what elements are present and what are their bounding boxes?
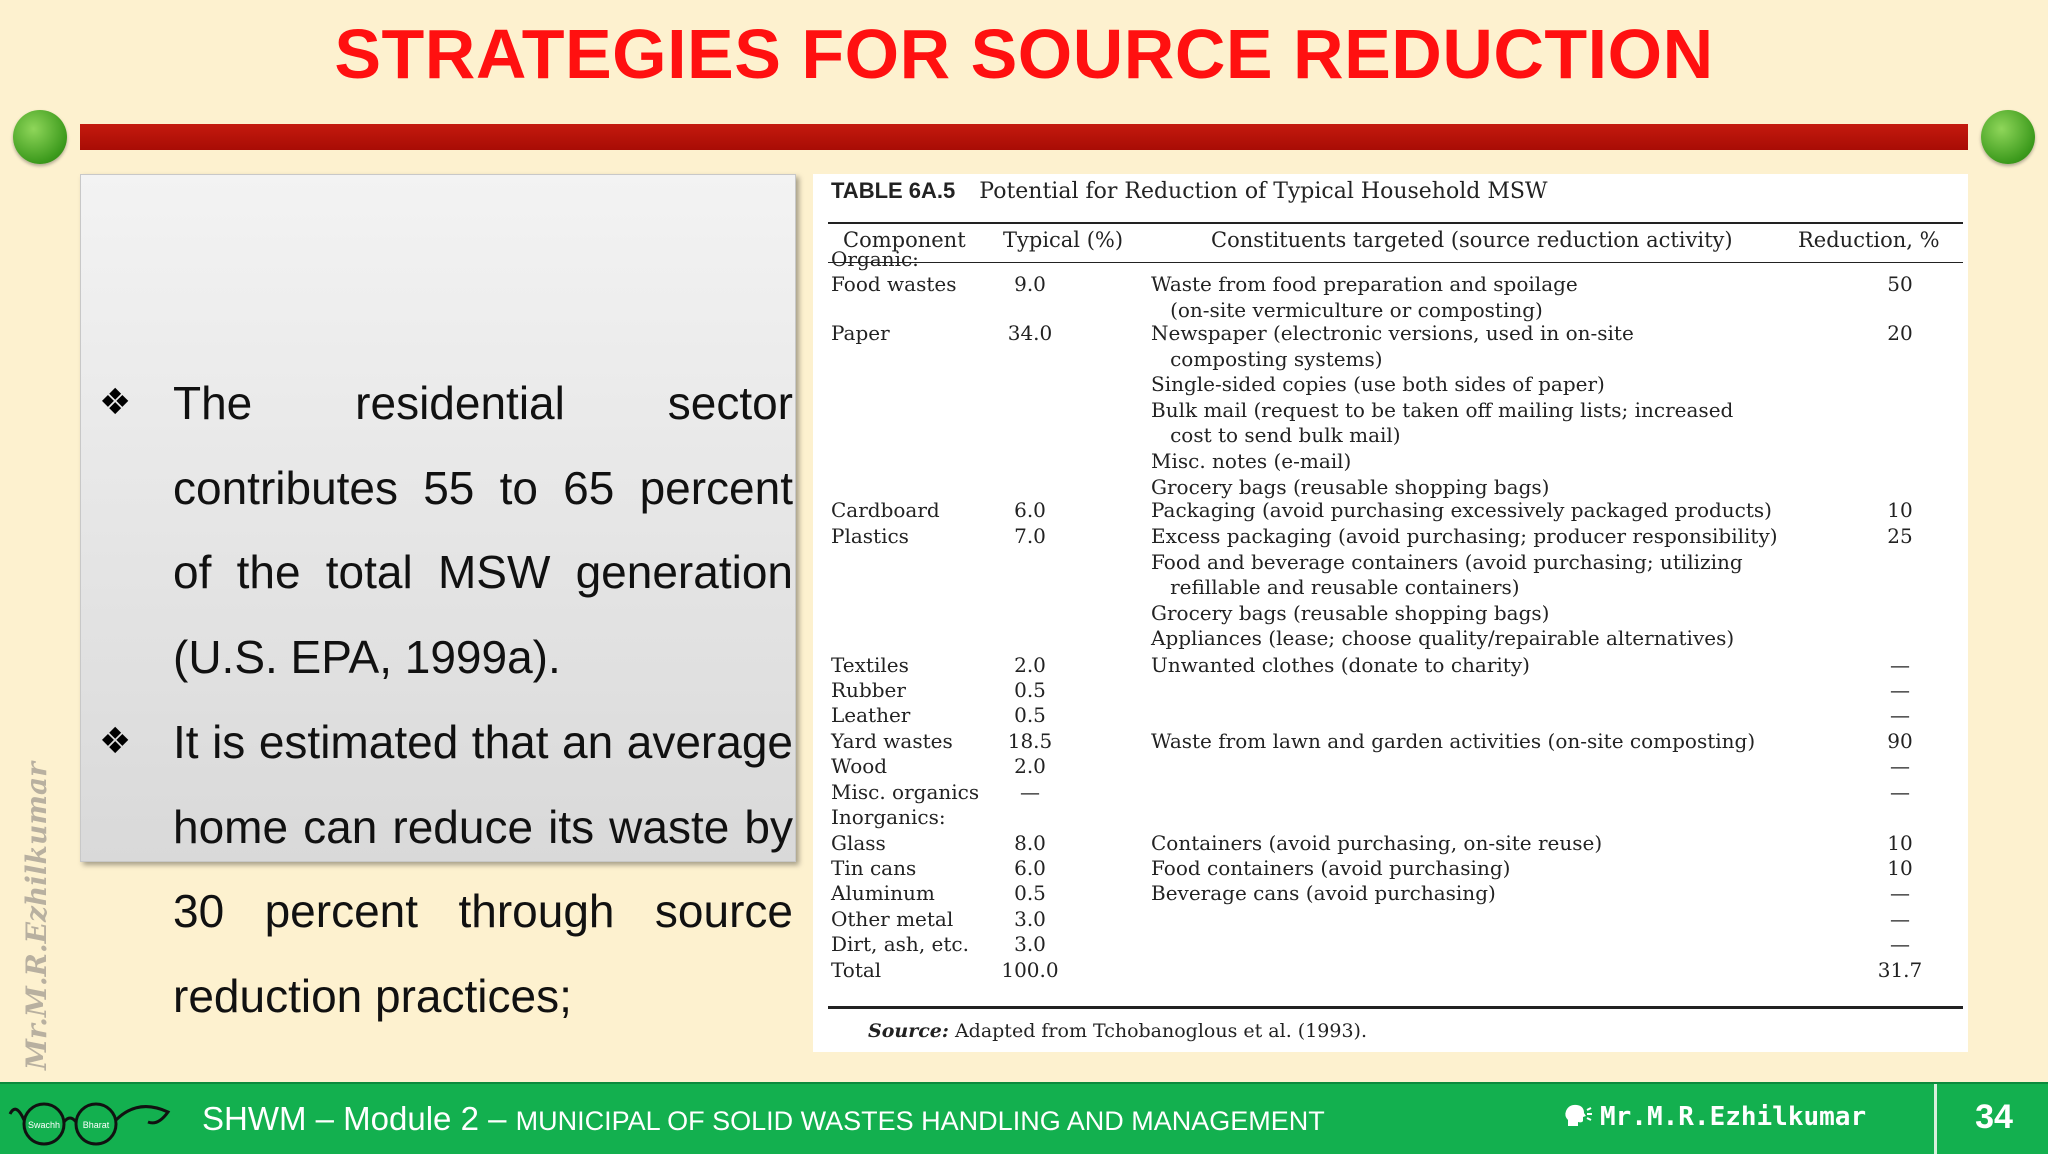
table-cell-typical: 2.0 [1014,754,1046,778]
table-cell-typical: 100.0 [1001,958,1059,982]
table-cell-component: Total [831,958,882,982]
footer-course: SHWM – Module 2 – [202,1100,516,1137]
footer-author [1564,1102,1866,1132]
table-cell-component: Rubber [831,678,906,702]
author-name: Mr.M.R.Ezhilkumar [1600,1102,1867,1132]
table-cell-typical: 2.0 [1014,653,1046,677]
footer-divider [1934,1084,1937,1154]
table-cell-typical: 3.0 [1014,907,1046,931]
table-cell-reduction: 10 [1887,831,1913,855]
table-cell-reduction: 10 [1887,856,1913,880]
table-cell-constituent: refillable and reusable containers) [1151,575,1520,600]
table-cell-component: Inorganics: [831,805,946,829]
table-cell-reduction: 10 [1887,498,1913,522]
table-cell-reduction: — [1890,754,1910,778]
header-constituents: Constituents targeted (source reduction activity) [1211,228,1733,252]
table-cell-reduction: 90 [1887,729,1913,753]
header-typical: Typical (%) [1003,228,1124,252]
table-source [868,1020,1367,1042]
logo-word-left: Swachh [27,1120,61,1130]
table-cell-constituent: (on-site vermiculture or composting) [1151,297,1543,322]
table-cell-typical: 18.5 [1007,729,1053,753]
table-cell-constituent: Unwanted clothes (donate to charity) [1151,653,1530,677]
table-cell-constituent: Food containers (avoid purchasing) [1151,856,1511,880]
table-cell-reduction: — [1890,907,1910,931]
source-text: Adapted from Tchobanoglous et al. (1993). [954,1020,1368,1042]
table-cell-reduction: — [1890,678,1910,702]
table-cell-component: Glass [831,831,886,855]
table-cell-typical: 0.5 [1014,703,1046,727]
table-cell-component: Textiles [831,653,909,677]
swachh-bharat-glasses-logo [8,1092,176,1148]
table-cell-reduction: — [1890,653,1910,677]
table-cell-constituent: Newspaper (electronic versions, used in on-site [1151,321,1634,345]
author-watermark: Mr.M.R.Ezhilkumar [20,762,53,1070]
green-dot-left [13,110,67,164]
table-cell-constituent: Food and beverage containers (avoid purchasing; utilizing [1151,549,1743,574]
table-cell-constituent: Bulk mail (request to be taken off mailing lists; increased [1151,397,1734,422]
table-cell-typical: 8.0 [1014,831,1046,855]
bullet-panel [80,174,796,1022]
header-component: Component [843,228,966,252]
table-cell-typical: 7.0 [1014,524,1046,548]
table-cell-reduction: — [1890,881,1910,905]
table-cell-typical: 0.5 [1014,881,1046,905]
table-cell-component: Wood [831,754,888,778]
table-cell-constituent: Appliances (lease; choose quality/repairable alternatives) [1151,626,1735,651]
table-cell-constituent: cost to send bulk mail) [1151,423,1401,448]
table-cell-reduction: 20 [1887,321,1913,345]
header-reduction: Reduction, % [1798,228,1940,252]
table-title: Potential for Reduction of Typical Household MSW [979,179,1548,204]
table-cell-typical: 9.0 [1014,272,1046,296]
table-cell-reduction: 25 [1887,524,1913,548]
diamond-bullet-icon: ❖ [99,721,132,762]
footer-bar [0,1082,2048,1154]
bullet-item [99,700,793,1038]
table-cell-constituent: composting systems) [1151,346,1383,371]
table-cell-component: Other metal [831,907,954,931]
title-underline-bar [80,124,1968,150]
table-cell-typical: 6.0 [1014,498,1046,522]
table-cell-component: Yard wastes [831,729,953,753]
table-cell-reduction: — [1890,703,1910,727]
table-cell-reduction: — [1890,780,1910,804]
green-dot-right [1981,110,2035,164]
table-cell-constituent: Beverage cans (avoid purchasing) [1151,881,1496,905]
table-cell-constituent: Containers (avoid purchasing, on-site reuse) [1151,831,1603,855]
table-cell-component: Plastics [831,524,909,548]
source-label: Source: [868,1020,949,1042]
table-cell-constituent: Single-sided copies (use both sides of paper) [1151,372,1605,397]
table-cell-constituent: Grocery bags (reusable shopping bags) [1151,474,1550,499]
table-cell-typical: 3.0 [1014,932,1046,956]
table-cell-component: Aluminum [831,881,935,905]
reduction-table [813,174,1968,1052]
table-cell-typical: 0.5 [1014,678,1046,702]
table-cell-constituent: Excess packaging (avoid purchasing; producer responsibility) [1151,524,1778,548]
table-cell-constituent: Grocery bags (reusable shopping bags) [1151,600,1550,625]
table-cell-constituent: Packaging (avoid purchasing excessively packaged products) [1151,498,1772,522]
table-cell-component: Organic: [831,247,919,271]
bullet-text: The residential sector contributes 55 to 65 percent of the total MSW generation (U.S. EPA, 1999a). [173,377,793,683]
table-cell-constituent: Waste from food preparation and spoilage [1151,272,1578,296]
table-cell-component: Misc. organics [831,780,980,804]
speaking-head-icon [1564,1104,1592,1128]
table-rule-top [828,222,1963,224]
table-label: TABLE 6A.5 [831,178,956,203]
table-cell-typical: 6.0 [1014,856,1046,880]
page-number: 34 [1975,1098,2013,1136]
table-cell-component: Leather [831,703,911,727]
table-cell-component: Food wastes [831,272,957,296]
bullet-item [99,361,793,699]
table-caption [831,178,1548,204]
table-cell-component: Dirt, ash, etc. [831,932,969,956]
diamond-bullet-icon: ❖ [99,382,132,423]
table-cell-typical: 34.0 [1007,321,1053,345]
bullet-text: It is estimated that an average home can reduce its waste by 30 percent through source reduction practices; [173,716,793,1022]
footer-module-title: MUNICIPAL OF SOLID WASTES HANDLING AND MANAGEMENT [515,1106,1325,1136]
table-cell-component: Paper [831,321,890,345]
table-cell-typical: — [1020,780,1040,804]
table-rule-header [828,262,1963,263]
table-cell-component: Cardboard [831,498,940,522]
table-cell-component: Tin cans [831,856,917,880]
footer-course-text [202,1100,1325,1138]
logo-word-right: Bharat [82,1120,110,1130]
table-rule-bottom [828,1006,1963,1009]
table-cell-reduction: — [1890,932,1910,956]
table-cell-constituent: Misc. notes (e-mail) [1151,449,1352,473]
table-cell-reduction: 31.7 [1877,958,1923,982]
slide-title: STRATEGIES FOR SOURCE REDUCTION [334,15,1714,93]
table-cell-constituent: Waste from lawn and garden activities (on-site composting) [1151,729,1756,753]
table-cell-reduction: 50 [1887,272,1913,296]
